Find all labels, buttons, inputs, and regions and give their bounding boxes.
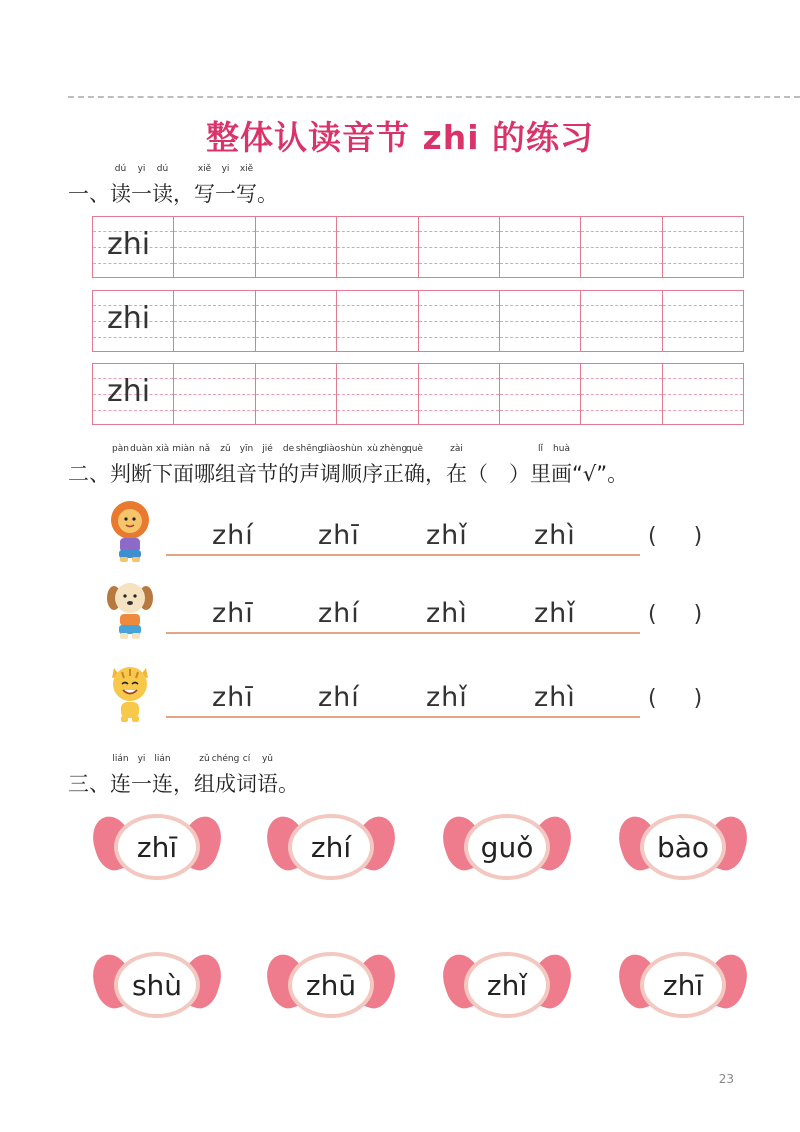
syllable: zhī bbox=[212, 598, 254, 629]
bubble-syllable: bào bbox=[656, 830, 710, 864]
section-3-number: 三、 bbox=[68, 772, 110, 796]
ruby-char bbox=[572, 458, 628, 488]
writing-cell[interactable] bbox=[419, 217, 500, 277]
pinyin-annotation: duàn bbox=[130, 444, 153, 454]
pinyin-annotation: dú bbox=[114, 164, 127, 174]
ruby-char bbox=[278, 444, 299, 488]
bubble-syllable: zhū bbox=[305, 968, 357, 1002]
syllable: zhì bbox=[534, 682, 576, 713]
bubble-syllable: zhǐ bbox=[486, 968, 528, 1002]
hanzi: 节 bbox=[257, 462, 278, 486]
pinyin-annotation: zǔ bbox=[199, 754, 210, 764]
writing-cell[interactable] bbox=[663, 291, 743, 351]
ruby-char bbox=[425, 458, 446, 488]
syllable-bubble[interactable] bbox=[268, 808, 394, 888]
hanzi: 组 bbox=[215, 462, 236, 486]
writing-cell[interactable] bbox=[419, 291, 500, 351]
ruby-char bbox=[131, 164, 152, 208]
syllable-bubble[interactable] bbox=[444, 946, 570, 1026]
section-2-number: 二、 bbox=[68, 462, 110, 486]
answer-parentheses[interactable]: ( ) bbox=[648, 602, 703, 627]
syllable-bubble[interactable] bbox=[620, 808, 746, 888]
grid-model-word: zhi bbox=[107, 227, 151, 262]
writing-cell[interactable] bbox=[256, 291, 337, 351]
hanzi: ， bbox=[173, 182, 194, 206]
tone-row-2 bbox=[100, 578, 740, 648]
syllable-bubble[interactable] bbox=[444, 808, 570, 888]
hanzi: 连 bbox=[110, 772, 131, 796]
section-1-heading bbox=[68, 164, 278, 208]
ruby-char bbox=[215, 164, 236, 208]
ruby-char bbox=[211, 754, 240, 798]
ruby-char bbox=[257, 754, 278, 798]
pinyin-annotation: xiě bbox=[197, 164, 212, 174]
writing-cell[interactable] bbox=[174, 364, 255, 424]
syllable: zhì bbox=[426, 598, 468, 629]
hanzi: 下 bbox=[152, 462, 173, 486]
pinyin-annotation: yi bbox=[221, 164, 230, 174]
bubble-syllable: zhí bbox=[310, 830, 352, 864]
writing-cell[interactable] bbox=[174, 217, 255, 277]
syllable: zhǐ bbox=[534, 598, 576, 629]
writing-cell[interactable] bbox=[663, 217, 743, 277]
ruby-char bbox=[215, 444, 236, 488]
hanzi: ， bbox=[425, 462, 446, 486]
ruby-char bbox=[130, 444, 153, 488]
hanzi: 读 bbox=[152, 182, 173, 206]
ruby-char bbox=[320, 444, 341, 488]
syllable-bubble[interactable] bbox=[268, 946, 394, 1026]
writing-cell[interactable] bbox=[337, 217, 418, 277]
syllable: zhī bbox=[318, 520, 360, 551]
hanzi: 判 bbox=[110, 462, 131, 486]
writing-cell[interactable] bbox=[663, 364, 743, 424]
pinyin-annotation: diào bbox=[320, 444, 341, 454]
writing-cell[interactable] bbox=[256, 364, 337, 424]
ruby-char bbox=[110, 754, 131, 798]
ruby-char bbox=[152, 444, 173, 488]
ruby-char bbox=[379, 444, 408, 488]
answer-parentheses[interactable]: ( ) bbox=[648, 524, 703, 549]
ruby-char bbox=[194, 164, 215, 208]
hanzi: 在 bbox=[446, 462, 467, 486]
pinyin-annotation: nǎ bbox=[198, 444, 211, 454]
pinyin-annotation: dú bbox=[156, 164, 169, 174]
writing-cell[interactable] bbox=[500, 291, 581, 351]
pinyin-annotation: shēng bbox=[295, 444, 324, 454]
ruby-char bbox=[172, 444, 195, 488]
ruby-char bbox=[173, 768, 194, 798]
hanzi: 。 bbox=[278, 772, 299, 796]
pinyin-annotation: què bbox=[406, 444, 423, 454]
pinyin-annotation: cí bbox=[242, 754, 251, 764]
syllable: zhí bbox=[318, 682, 360, 713]
ruby-char bbox=[257, 444, 278, 488]
pinyin-annotation: xià bbox=[155, 444, 170, 454]
pinyin-annotation: yīn bbox=[239, 444, 254, 454]
ruby-char bbox=[236, 754, 257, 798]
hanzi: 语 bbox=[257, 772, 278, 796]
hanzi: 组 bbox=[194, 772, 215, 796]
syllable-bubble[interactable] bbox=[94, 808, 220, 888]
hanzi: 连 bbox=[152, 772, 173, 796]
pinyin-annotation: yǔ bbox=[261, 754, 274, 764]
ruby-char bbox=[295, 444, 324, 488]
ruby-char bbox=[152, 754, 173, 798]
hanzi: 一 bbox=[131, 182, 152, 206]
answer-underline bbox=[166, 632, 640, 634]
pinyin-annotation: chéng bbox=[211, 754, 240, 764]
hanzi: ， bbox=[173, 772, 194, 796]
hanzi: 正 bbox=[383, 462, 404, 486]
pinyin-annotation: lǐ bbox=[537, 444, 544, 454]
hanzi: （ ） bbox=[467, 462, 530, 486]
answer-underline bbox=[166, 554, 640, 556]
ruby-char bbox=[467, 458, 530, 488]
syllable-bubble[interactable] bbox=[620, 946, 746, 1026]
syllable: zhī bbox=[212, 682, 254, 713]
section-1-instruction bbox=[110, 164, 278, 206]
ruby-char bbox=[194, 754, 215, 798]
hanzi: 词 bbox=[236, 772, 257, 796]
top-dashed-divider bbox=[68, 96, 800, 98]
pinyin-annotation: lián bbox=[112, 754, 129, 764]
answer-underline bbox=[166, 716, 640, 718]
hanzi: 哪 bbox=[194, 462, 215, 486]
pinyin-annotation: miàn bbox=[172, 444, 195, 454]
pinyin-annotation: jié bbox=[262, 444, 273, 454]
writing-cell[interactable] bbox=[581, 217, 662, 277]
ruby-char bbox=[530, 444, 551, 488]
bubble-syllable: zhī bbox=[662, 968, 704, 1002]
grid-model-word: zhi bbox=[107, 301, 151, 336]
syllable: zhì bbox=[534, 520, 576, 551]
ruby-char bbox=[110, 164, 131, 208]
hanzi: 声 bbox=[299, 462, 320, 486]
pinyin-annotation: zài bbox=[450, 444, 463, 454]
hanzi: 确 bbox=[404, 462, 425, 486]
lion-icon bbox=[104, 500, 156, 564]
hanzi: 画 bbox=[551, 462, 572, 486]
pinyin-annotation: pàn bbox=[112, 444, 129, 454]
hanzi: 成 bbox=[215, 772, 236, 796]
hanzi: 读 bbox=[110, 182, 131, 206]
ruby-char bbox=[236, 444, 257, 488]
section-2-heading bbox=[68, 444, 629, 488]
ruby-char bbox=[173, 178, 194, 208]
ruby-char bbox=[236, 164, 257, 208]
pinyin-annotation: xiě bbox=[239, 164, 254, 174]
syllable: zhí bbox=[318, 598, 360, 629]
tone-row-1 bbox=[100, 500, 740, 570]
bubble-syllable: zhī bbox=[136, 830, 178, 864]
syllable: zhǐ bbox=[426, 520, 468, 551]
tiger-icon bbox=[104, 662, 156, 726]
tone-row-3 bbox=[100, 662, 740, 732]
writing-cell[interactable] bbox=[419, 364, 500, 424]
hanzi: 序 bbox=[362, 462, 383, 486]
pinyin-annotation: zhèng bbox=[379, 444, 408, 454]
hanzi: 的 bbox=[278, 462, 299, 486]
hanzi: 断 bbox=[131, 462, 152, 486]
writing-cell[interactable] bbox=[581, 364, 662, 424]
pinyin-annotation: xù bbox=[366, 444, 379, 454]
writing-cell[interactable] bbox=[581, 291, 662, 351]
ruby-char bbox=[278, 768, 299, 798]
writing-cell[interactable] bbox=[337, 291, 418, 351]
hanzi: 里 bbox=[530, 462, 551, 486]
hanzi: 调 bbox=[320, 462, 341, 486]
writing-cell[interactable] bbox=[500, 364, 581, 424]
pinyin-annotation: lián bbox=[154, 754, 171, 764]
writing-grid-row-3 bbox=[92, 363, 744, 425]
pinyin-annotation: de bbox=[282, 444, 295, 454]
section-3-instruction bbox=[110, 754, 299, 796]
writing-cell[interactable] bbox=[500, 217, 581, 277]
pinyin-annotation: yi bbox=[137, 164, 146, 174]
hanzi: 顺 bbox=[341, 462, 362, 486]
hanzi: 写 bbox=[236, 182, 257, 206]
section-1-number: 一、 bbox=[68, 182, 110, 206]
bubble-syllable: guǒ bbox=[480, 830, 534, 864]
hanzi: 音 bbox=[236, 462, 257, 486]
syllable: zhǐ bbox=[426, 682, 468, 713]
pinyin-annotation: yi bbox=[137, 754, 146, 764]
hanzi: 面 bbox=[173, 462, 194, 486]
writing-cell[interactable] bbox=[256, 217, 337, 277]
answer-parentheses[interactable]: ( ) bbox=[648, 686, 703, 711]
ruby-char bbox=[110, 444, 131, 488]
syllable: zhí bbox=[212, 520, 254, 551]
dog-icon bbox=[104, 578, 156, 642]
ruby-char bbox=[340, 444, 363, 488]
hanzi: 。 bbox=[257, 182, 278, 206]
writing-grid-row-1 bbox=[92, 216, 744, 278]
hanzi: 写 bbox=[194, 182, 215, 206]
pinyin-annotation: zǔ bbox=[220, 444, 231, 454]
ruby-char bbox=[551, 444, 572, 488]
hanzi: “√”。 bbox=[572, 462, 629, 486]
syllable-bubble[interactable] bbox=[94, 946, 220, 1026]
ruby-char bbox=[131, 754, 152, 798]
ruby-char bbox=[404, 444, 425, 488]
page-title: 整体认读音节 zhi 的练习 bbox=[206, 118, 594, 157]
grid-model-word: zhi bbox=[107, 374, 151, 409]
section-3-heading bbox=[68, 754, 299, 798]
ruby-char bbox=[446, 444, 467, 488]
bubble-syllable: shù bbox=[131, 968, 183, 1002]
writing-cell[interactable] bbox=[337, 364, 418, 424]
ruby-char bbox=[257, 178, 278, 208]
hanzi: 一 bbox=[215, 182, 236, 206]
writing-grid-row-2 bbox=[92, 290, 744, 352]
page-number: 23 bbox=[718, 1072, 734, 1086]
hanzi: 一 bbox=[131, 772, 152, 796]
ruby-char bbox=[362, 444, 383, 488]
writing-cell[interactable] bbox=[174, 291, 255, 351]
ruby-char bbox=[194, 444, 215, 488]
ruby-char bbox=[152, 164, 173, 208]
pinyin-annotation: shùn bbox=[340, 444, 363, 454]
pinyin-annotation: huà bbox=[553, 444, 570, 454]
section-2-instruction bbox=[110, 444, 629, 486]
